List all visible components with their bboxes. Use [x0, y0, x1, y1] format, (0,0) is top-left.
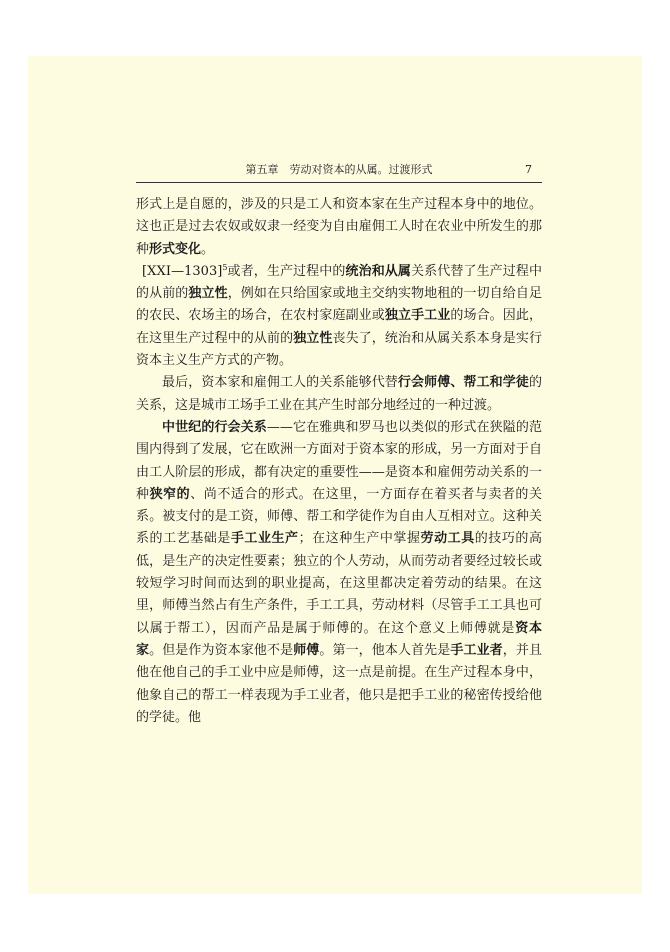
bold-term: 独立手工业 [384, 308, 451, 324]
text-run: 或者，生产过程中的 [227, 263, 346, 279]
paragraph [136, 417, 542, 729]
text-run: 形式上是自愿的，涉及的只是工人和资本家在生产过程本身中的地位。这也正是过去农奴或奴隶一经变为自由雇佣工人时在农业中所发生的那种 [136, 197, 542, 257]
bold-term: 独立性 [293, 330, 333, 346]
text-run: 丧失了，统治和从属关系本身是实行资本主义生产方式的产物。 [136, 330, 542, 369]
text-run: 。 [201, 241, 215, 257]
bold-term: 劳动工具 [420, 531, 475, 547]
footnote-marker: 5 [222, 262, 228, 272]
text-run: ，例如在只给国家或地主交纳实物地租的一切自给自足的农民、农场主的场合，在农村家庭副业或 [136, 286, 542, 324]
bold-term: 行会师傅、帮工和学徒 [397, 375, 529, 391]
bold-term: 中世纪的行会关系 [162, 419, 267, 435]
paragraph [136, 194, 542, 261]
bold-term: 师傅 [293, 642, 320, 658]
bold-term: 狭窄的 [149, 486, 191, 502]
text-run: 。但是作为资本家他不是 [149, 642, 294, 658]
bold-term: 独立性 [188, 286, 228, 302]
manuscript-reference: [ⅩⅩⅠ—1303] [142, 263, 223, 279]
text-run: 的技巧的高低，是生产的决定性要素；独立的个人劳动，从而劳动者要经过较长或较短学习时间而达到的职业提高，在这里都决定着劳动的结果。在这里，师傅当然占有生产条件，手工工具，劳动材料（尽管手工工具也可以属于帮工），因而产品是属于师傅的。在这个意义上师傅就是 [136, 531, 542, 636]
bold-term: 手工业者 [450, 642, 503, 658]
text-run: 的场合。因此，在这里生产过程中的从前的 [136, 308, 542, 346]
paragraph [136, 261, 542, 372]
text-run: 的关系，这是城市工场手工业在其产生时部分地经过的一种过渡。 [136, 375, 542, 413]
bold-term: 形式变化 [149, 241, 202, 257]
text-run: 最后，资本家和雇佣工人的关系能够代替 [162, 375, 398, 391]
page-number: 7 [525, 163, 532, 176]
text-run: 、尚不适合的形式。在这里，一方面存在着买者与卖者的关系。被支付的是工资，师傅、帮工和学徒作为自由人互相对立。这种关系的工艺基础是 [136, 486, 542, 547]
text-run: ；在这种生产中掌握 [298, 531, 421, 547]
bold-term: 资本家 [136, 620, 542, 658]
bold-term: 手工业生产 [230, 531, 299, 547]
paragraph [136, 372, 542, 417]
text-run: ，并且他在他自己的手工业中应是师傅，这一点是前提。在生产过程本身中，他象自己的帮工一样表现为手工业者，他只是把手工业的秘密传授给他的学徒。他 [136, 642, 542, 725]
page-body [136, 194, 542, 729]
bold-term: 统治和从属 [345, 263, 412, 279]
text-run: 关系代替了生产过程中的从前的 [136, 263, 542, 302]
running-header [136, 160, 542, 183]
text-run: 。第一，他本人首先是 [319, 642, 451, 658]
chapter-title: 第五章 劳动对资本的从属。过渡形式 [245, 163, 433, 176]
text-run: ——它在雅典和罗马也以类似的形式在狭隘的范围内得到了发展，它在欧洲一方面对于资本家的形成，另一方面对于自由工人阶层的形成，都有决定的重要性——是资本和雇佣劳动关系的一种 [136, 419, 542, 502]
